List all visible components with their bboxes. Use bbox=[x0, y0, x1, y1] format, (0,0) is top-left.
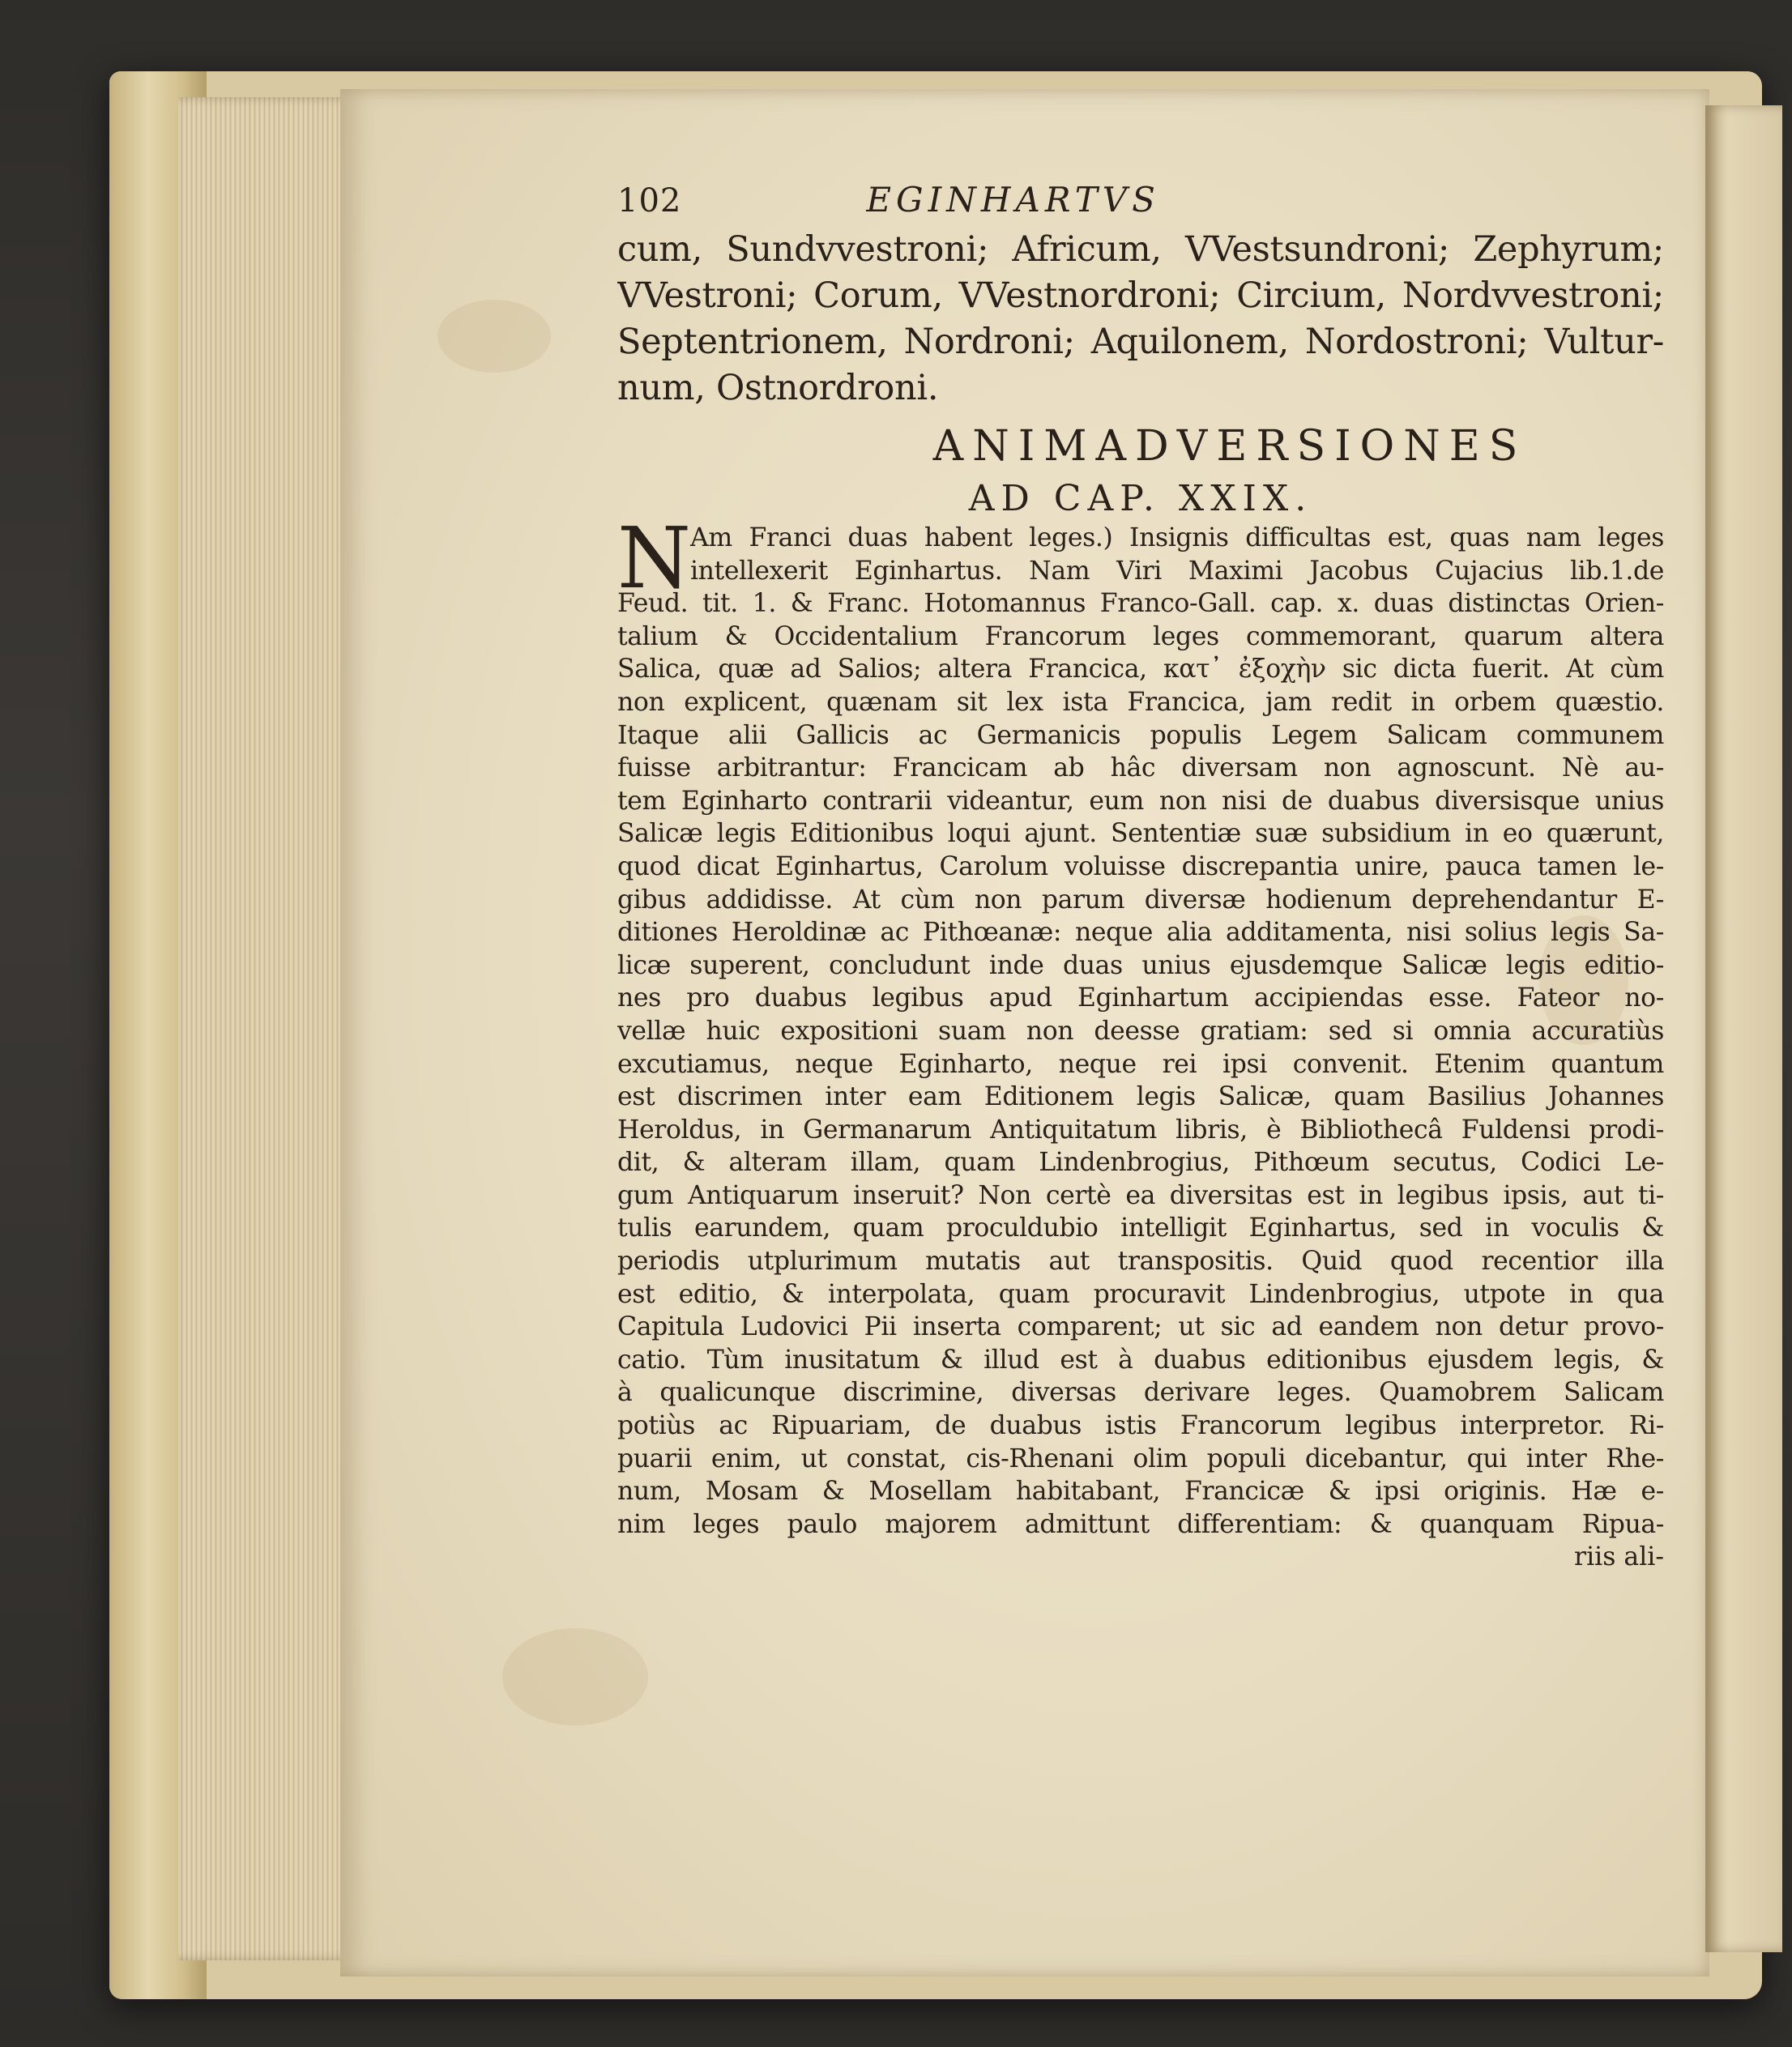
facing-page-edge bbox=[1705, 105, 1782, 1952]
text-line: est discrimen inter eam Editionem legis Salicæ, quam Basilius Johannes bbox=[617, 1082, 1664, 1112]
paper-stain bbox=[502, 1628, 648, 1725]
page-header bbox=[617, 180, 1664, 227]
text-line: Capitula Ludovici Pii inserta comparent; ut sic ad eandem non detur provo- bbox=[617, 1312, 1664, 1342]
text-line: dit, & alteram illam, quam Lindenbrogius, Pithœum secutus, Codici Le- bbox=[617, 1148, 1664, 1178]
running-head: EGINHARTVS bbox=[866, 180, 1160, 220]
text-line: talium & Occidentalium Francorum leges commemorant, quarum altera bbox=[617, 621, 1664, 651]
text-line: puarii enim, ut constat, cis-Rhenani olim populi dicebantur, qui inter Rhe- bbox=[617, 1444, 1664, 1473]
text-line: Salica, quæ ad Salios; altera Francica, κατ᾽ ἐξοχὴν sic dicta fuerit. At cùm bbox=[617, 655, 1664, 684]
text-line: catio. Tùm inusitatum & illud est à duabus editionibus ejusdem legis, & bbox=[617, 1345, 1664, 1375]
text-line: nim leges paulo majorem admittunt differentiam: & quanquam Ripua- bbox=[617, 1509, 1664, 1539]
section-subtitle: AD CAP. XXIX. bbox=[968, 478, 1313, 519]
text-line: num, Ostnordroni. bbox=[617, 368, 939, 408]
text-line: Itaque alii Gallicis ac Germanicis populis Legem Salicam communem bbox=[617, 720, 1664, 750]
text-line: excutiamus, neque Eginharto, neque rei ipsi convenit. Etenim quantum bbox=[617, 1049, 1664, 1079]
text-line: cum, Sundvvestroni; Africum, VVestsundroni; Zephyrum; bbox=[617, 229, 1664, 270]
text-line: fuisse arbitrantur: Francicam ab hâc diversam non agnoscunt. Nè au- bbox=[617, 753, 1664, 783]
text-line: Heroldus, in Germanarum Antiquitatum libris, è Bibliothecâ Fuldensi prodi- bbox=[617, 1115, 1664, 1145]
text-line: Salicæ legis Editionibus loqui ajunt. Sententiæ suæ subsidium in eo quærunt, bbox=[617, 819, 1664, 849]
text-line: tem Eginharto contrarii videantur, eum non nisi de duabus diversisque unius bbox=[617, 786, 1664, 816]
page-text bbox=[617, 180, 1664, 1574]
text-line: gibus addidisse. At cùm non parum diversæ hodienum deprehendantur E- bbox=[617, 885, 1664, 915]
catchword: riis ali- bbox=[1574, 1542, 1664, 1572]
text-line: num, Mosam & Mosellam habitabant, Francicæ & ipsi originis. Hæ e- bbox=[617, 1477, 1664, 1507]
page-number: 102 bbox=[617, 182, 682, 220]
text-line: vellæ huic expositioni suam non deesse gratiam: sed si omnia accuratiùs bbox=[617, 1016, 1664, 1046]
text-line: quod dicat Eginhartus, Carolum voluisse discrepantia unire, pauca tamen le- bbox=[617, 851, 1664, 881]
text-line: tulis earundem, quam proculdubio intelligit Eginhartus, sed in voculis & bbox=[617, 1213, 1664, 1243]
section-title: ANIMADVERSIONES bbox=[932, 422, 1527, 471]
paper-stain bbox=[437, 300, 551, 373]
text-line: est editio, & interpolata, quam procuravit Lindenbrogius, utpote in qua bbox=[617, 1279, 1664, 1309]
text-line: potiùs ac Ripuariam, de duabus istis Francorum legibus interpretor. Ri- bbox=[617, 1411, 1664, 1441]
text-line: VVestroni; Corum, VVestnordroni; Circium, Nordvvestroni; bbox=[617, 275, 1664, 316]
page-edges bbox=[178, 97, 356, 1960]
text-line: Feud. tit. 1. & Franc. Hotomannus Franco-Gall. cap. x. duas distinctas Orien- bbox=[617, 589, 1664, 619]
text-line: non explicent, quænam sit lex ista Francica, jam redit in orbem quæstio. bbox=[617, 687, 1664, 717]
text-line: Septentrionem, Nordroni; Aquilonem, Nordostroni; Vultur- bbox=[617, 322, 1664, 362]
text-line: periodis utplurimum mutatis aut transpositis. Quid quod recentior illa bbox=[617, 1247, 1664, 1277]
text-line: nes pro duabus legibus apud Eginhartum accipiendas esse. Fateor no- bbox=[617, 983, 1664, 1013]
text-line: gum Antiquarum inseruit? Non certè ea diversitas est in legibus ipsis, aut ti- bbox=[617, 1180, 1664, 1210]
text-line: à qualicunque discrimine, diversas derivare leges. Quamobrem Salicam bbox=[617, 1378, 1664, 1408]
text-line: licæ superent, concludunt inde duas unius ejusdemque Salicæ legis editio- bbox=[617, 950, 1664, 980]
intro-paragraph bbox=[617, 227, 1664, 412]
text-line: intellexerit Eginhartus. Nam Viri Maximi Jacobus Cujacius lib.1.de bbox=[690, 556, 1664, 586]
main-paragraph bbox=[617, 509, 1664, 1541]
text-line: ditiones Heroldinæ ac Pithœanæ: neque alia additamenta, nisi solius legis Sa- bbox=[617, 918, 1664, 948]
drop-cap-letter: N bbox=[617, 509, 691, 608]
text-line: Am Franci duas habent leges.) Insignis difficultas est, quas nam leges bbox=[690, 523, 1664, 552]
